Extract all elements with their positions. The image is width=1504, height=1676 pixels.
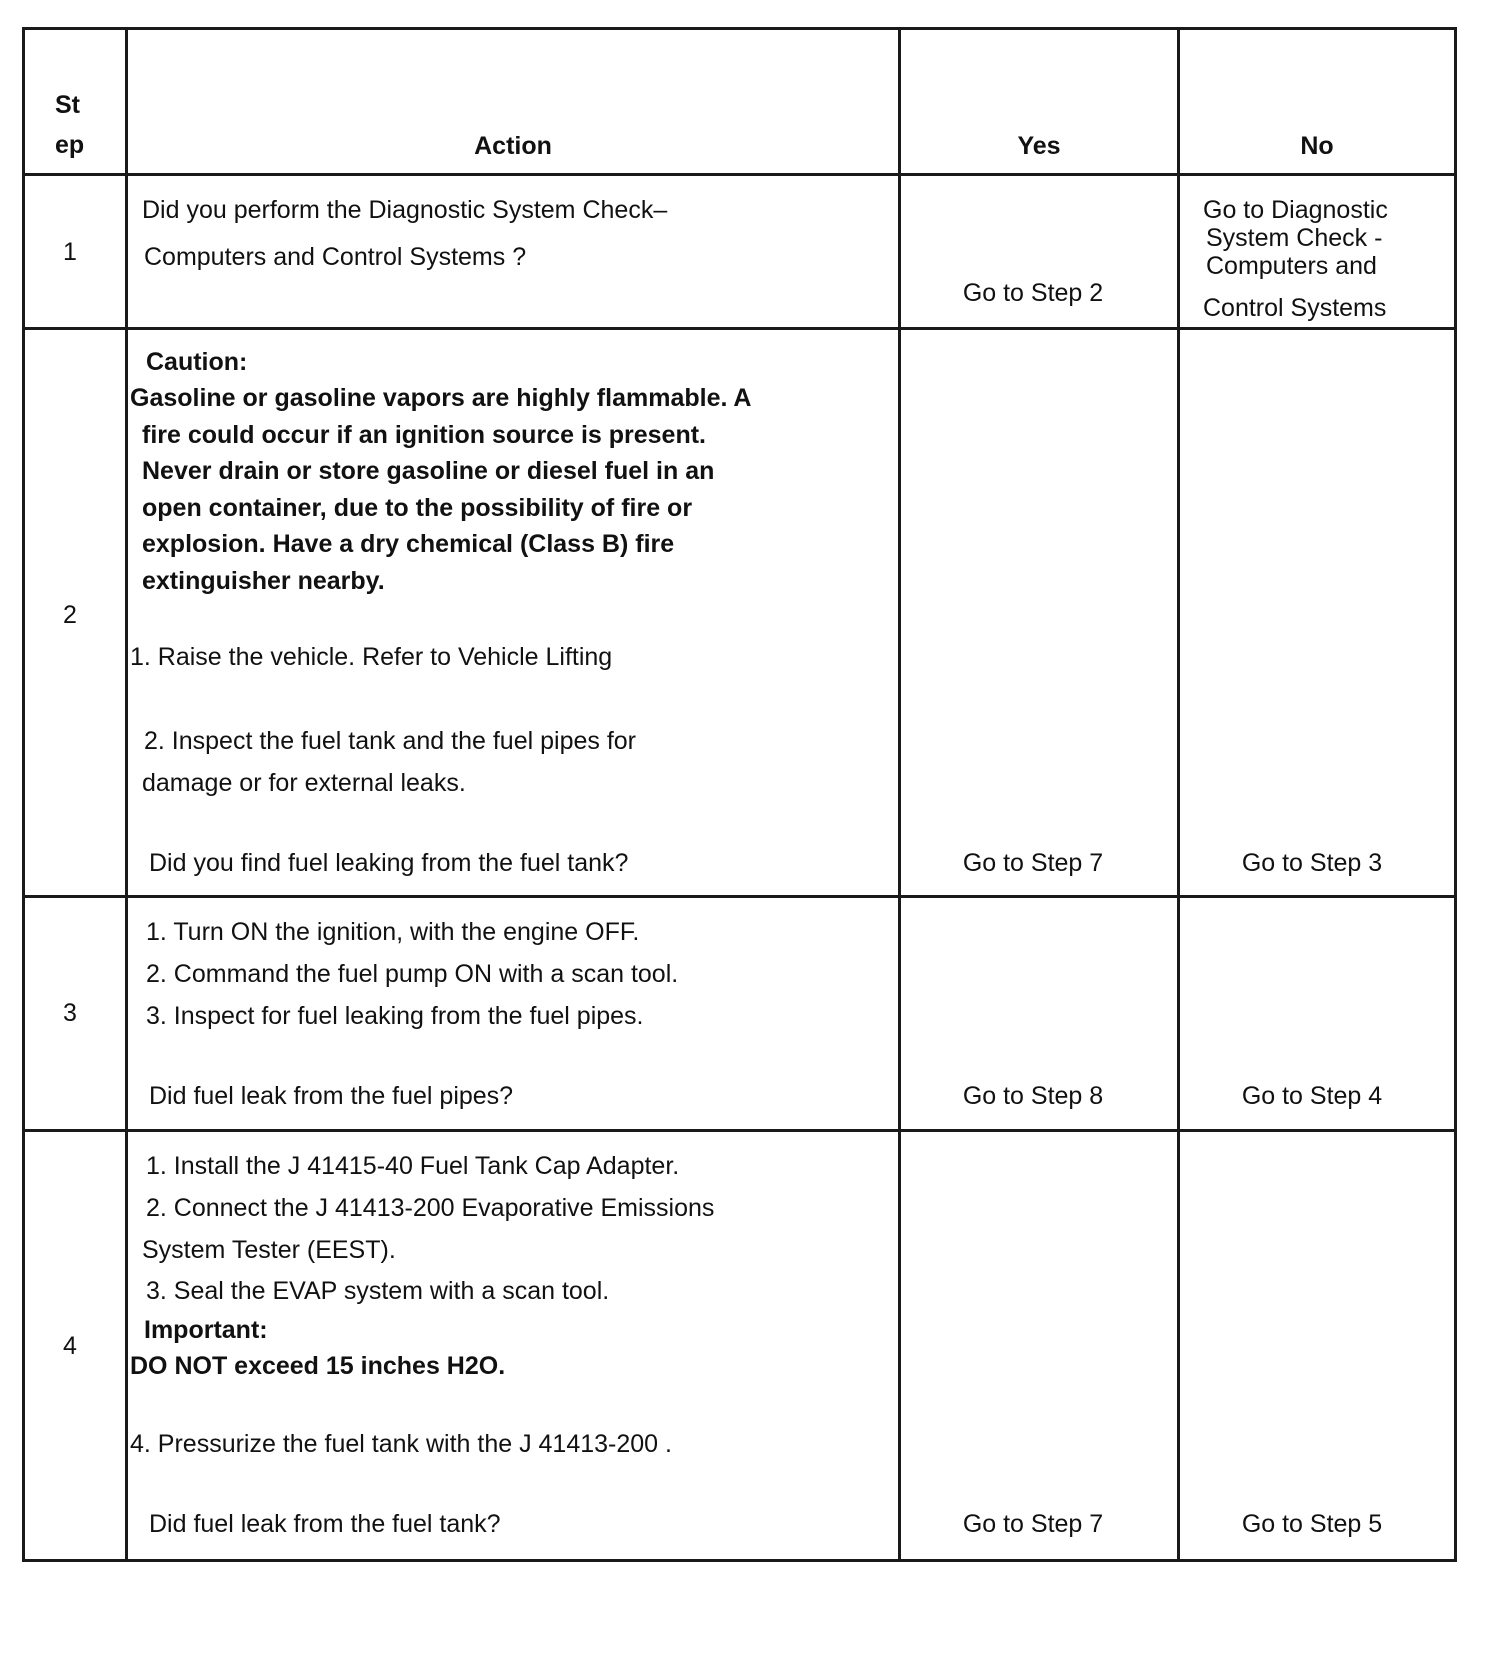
yes-link[interactable]: Go to Step 7 <box>962 1510 1104 1538</box>
yes-link[interactable]: Go to Step 8 <box>962 1082 1104 1110</box>
no-link-line[interactable]: Go to Diagnostic <box>1203 196 1388 224</box>
action-cell <box>127 897 900 1131</box>
no-link[interactable]: Go to Step 3 <box>1241 849 1383 877</box>
step-cell <box>24 175 127 329</box>
no-cell <box>1179 175 1456 329</box>
yes-cell <box>900 897 1179 1131</box>
table-row <box>24 897 1456 1131</box>
table-row <box>24 329 1456 897</box>
yes-cell <box>900 329 1179 897</box>
header-step-line1: St <box>55 91 80 119</box>
caution-label: Caution: <box>146 348 248 376</box>
header-step-line2: ep <box>55 131 85 159</box>
yes-link[interactable]: Go to Step 7 <box>962 849 1104 877</box>
yes-cell <box>900 1131 1179 1561</box>
important-label: Important: <box>144 1316 268 1344</box>
step-cell <box>24 897 127 1131</box>
step-cell <box>24 1131 127 1561</box>
action-question: Did you find fuel leaking from the fuel tank? <box>149 849 629 877</box>
action-cell <box>127 1131 900 1561</box>
header-yes: Yes <box>900 29 1179 175</box>
action-text: Did you perform the Diagnostic System Check– <box>142 196 668 224</box>
important-text: DO NOT exceed 15 inches H2O. <box>130 1352 506 1380</box>
action-cell <box>127 329 900 897</box>
header-no: No <box>1179 29 1456 175</box>
action-question: Did fuel leak from the fuel tank? <box>149 1510 501 1538</box>
action-item: 1. Turn ON the ignition, with the engine OFF. <box>146 918 640 946</box>
yes-link[interactable]: Go to Step 2 <box>962 279 1104 307</box>
header-row <box>24 29 1456 175</box>
no-cell <box>1179 897 1456 1131</box>
step-number: 2 <box>63 601 77 629</box>
action-item: 4. Pressurize the fuel tank with the J 41413-200 . <box>130 1430 672 1458</box>
table-row <box>24 1131 1456 1561</box>
step-number: 1 <box>63 238 77 266</box>
no-link[interactable]: Go to Step 5 <box>1241 1510 1383 1538</box>
no-link[interactable]: Go to Step 4 <box>1241 1082 1383 1110</box>
no-link-line[interactable]: Control Systems <box>1203 294 1387 322</box>
action-item: 1. Raise the vehicle. Refer to Vehicle Lifting <box>130 643 613 671</box>
action-item: 1. Install the J 41415-40 Fuel Tank Cap Adapter. <box>146 1152 680 1180</box>
action-item: damage or for external leaks. <box>142 769 466 797</box>
action-item: 2. Connect the J 41413-200 Evaporative Emissions <box>146 1194 715 1222</box>
action-item: 3. Seal the EVAP system with a scan tool. <box>146 1277 610 1305</box>
action-item: 3. Inspect for fuel leaking from the fuel pipes. <box>146 1002 644 1030</box>
no-cell <box>1179 1131 1456 1561</box>
yes-cell <box>900 175 1179 329</box>
step-number: 4 <box>63 1332 77 1360</box>
action-item: 2. Command the fuel pump ON with a scan tool. <box>146 960 679 988</box>
diagnostic-table <box>22 27 1457 1562</box>
action-item: 2. Inspect the fuel tank and the fuel pipes for <box>144 727 636 755</box>
step-number: 3 <box>63 999 77 1027</box>
header-action: Action <box>127 29 900 175</box>
action-cell <box>127 175 900 329</box>
action-question: Did fuel leak from the fuel pipes? <box>149 1082 514 1110</box>
no-cell <box>1179 329 1456 897</box>
no-link-line[interactable]: System Check - <box>1206 224 1383 252</box>
header-step <box>24 29 127 175</box>
action-text: Computers and Control Systems ? <box>144 243 527 271</box>
action-item: System Tester (EEST). <box>142 1236 396 1264</box>
step-cell <box>24 329 127 897</box>
table-row <box>24 175 1456 329</box>
caution-text: Gasoline or gasoline vapors are highly flammable. A fire could occur if an ignition source is present. Never drain or store gasoline or diesel fuel in an open container, due to the possibility of fire or explosion. Have a dry chemical (Class B) fire extinguisher nearby. <box>130 384 752 595</box>
no-link-line[interactable]: Computers and <box>1206 252 1377 280</box>
